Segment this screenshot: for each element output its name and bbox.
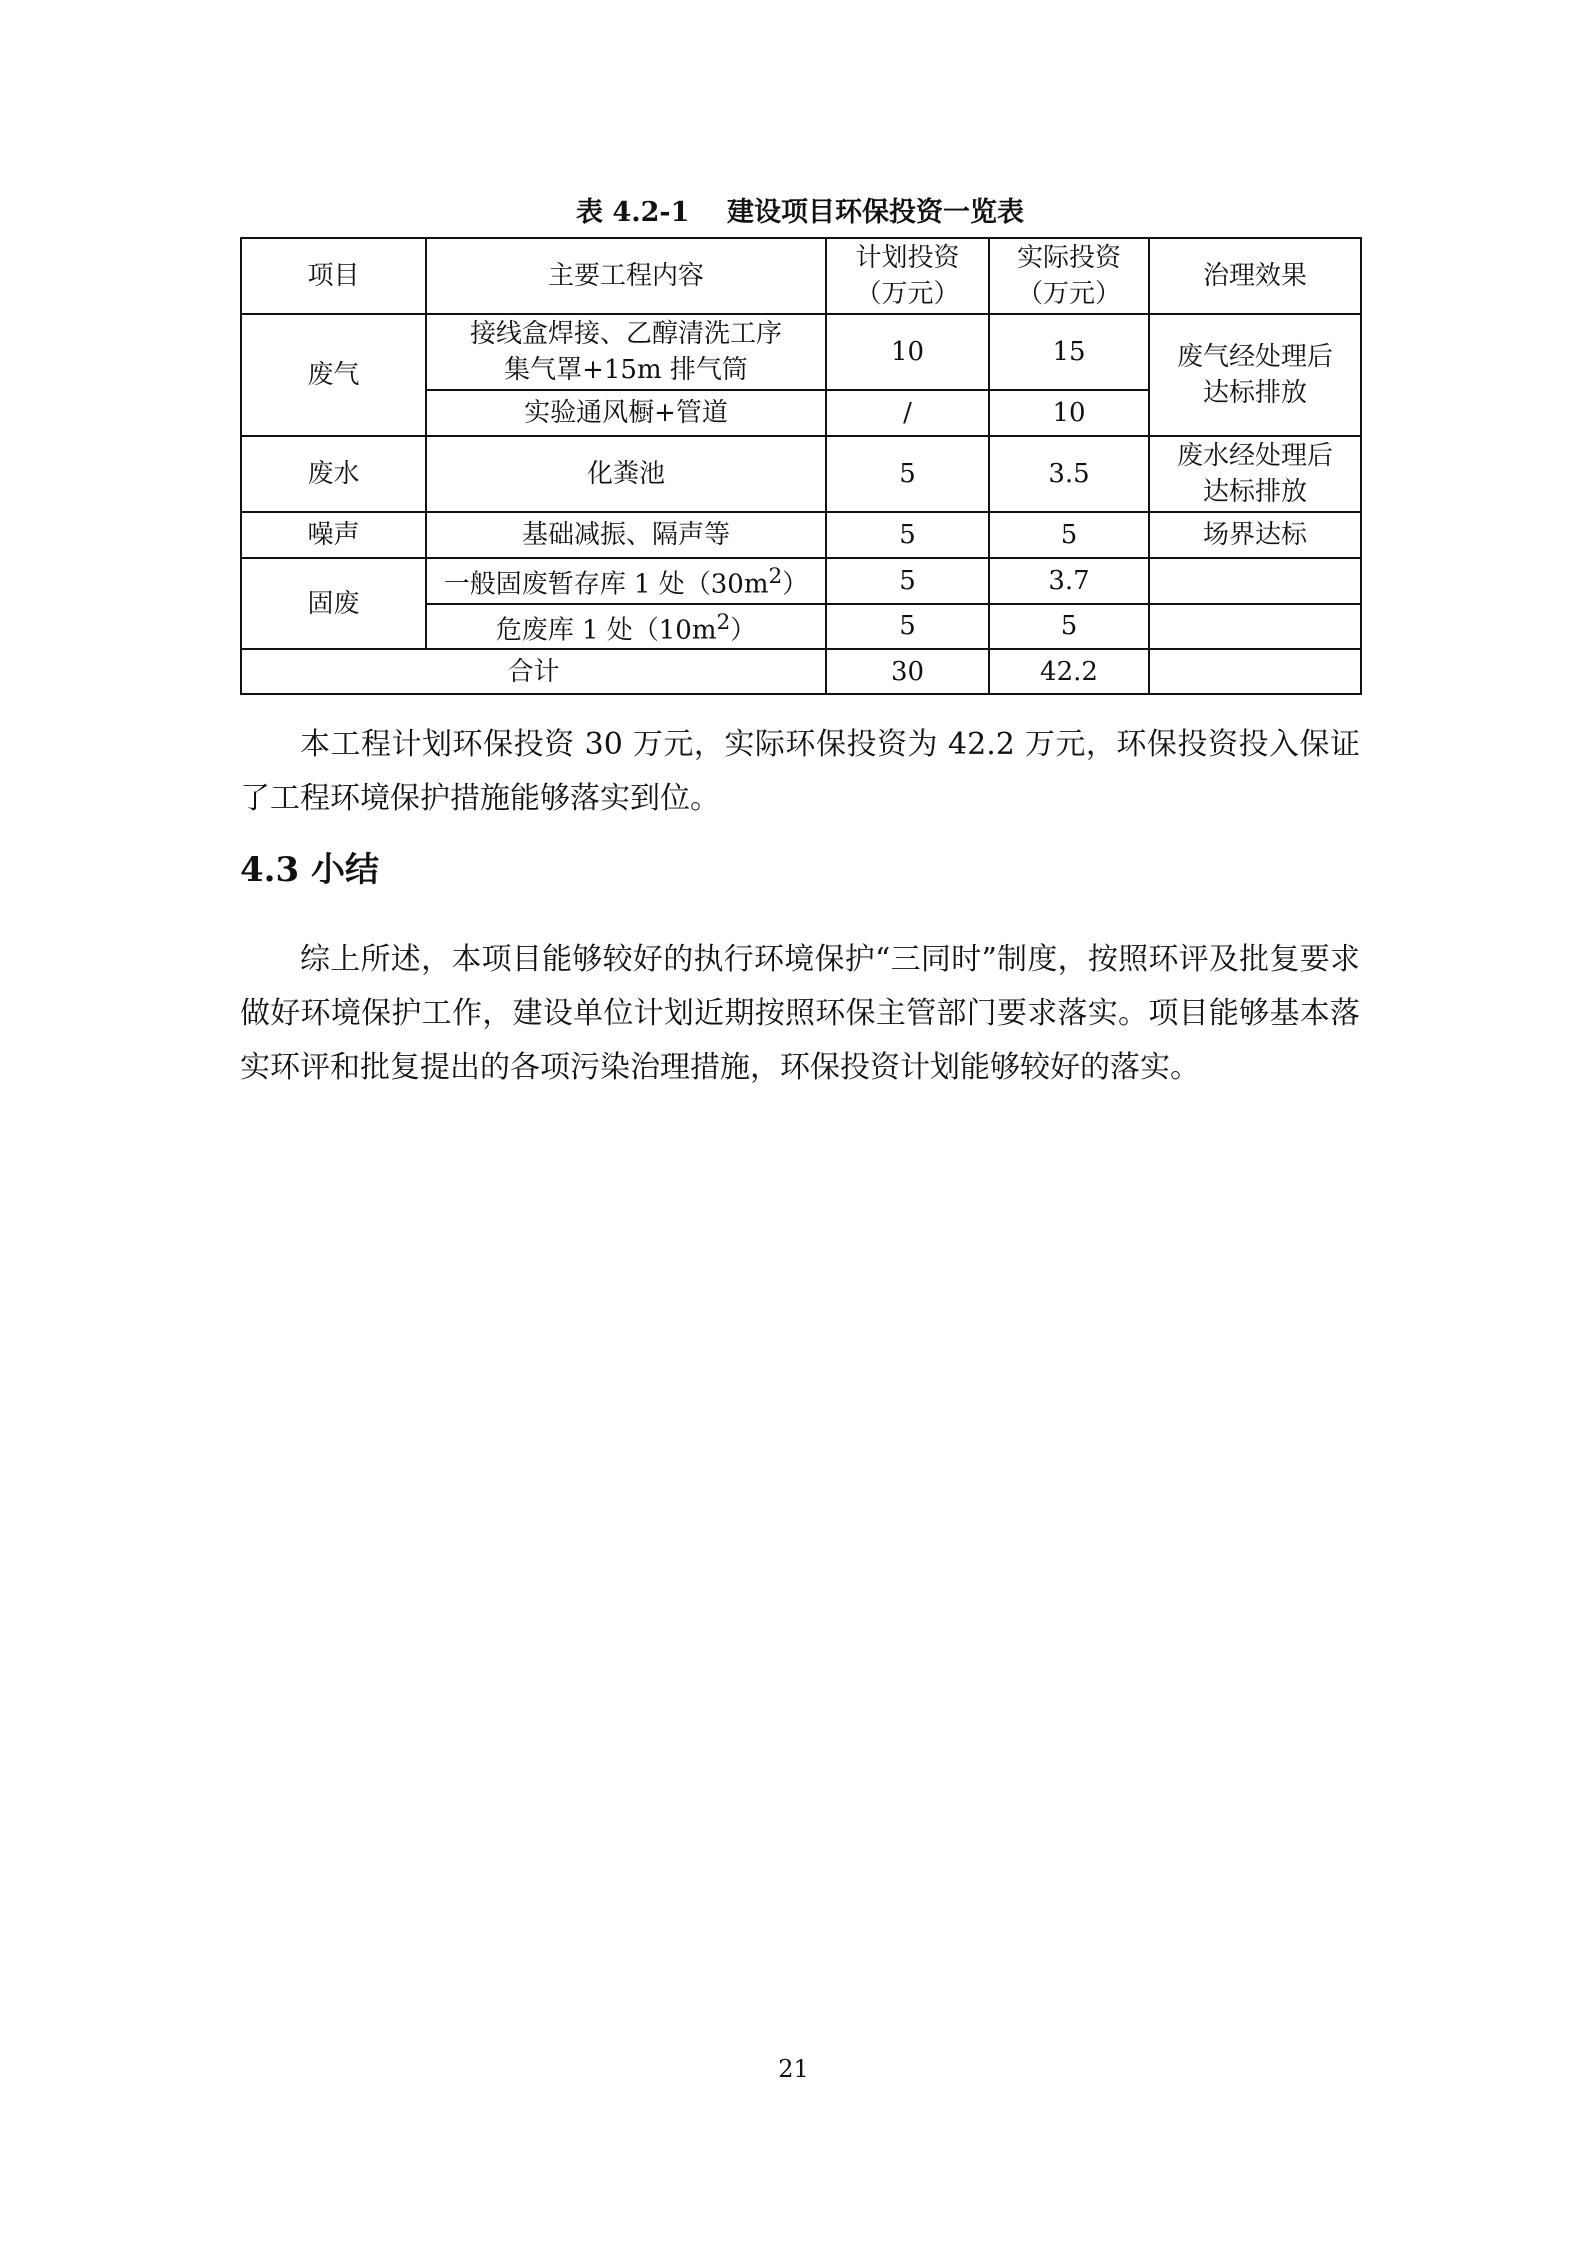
total-label: 合计	[241, 649, 826, 694]
page-number: 21	[778, 2055, 809, 2083]
actual-cell: 3.5	[989, 436, 1149, 512]
header-effect: 治理效果	[1149, 238, 1361, 314]
planned-cell: 5	[826, 436, 989, 512]
investment-summary-paragraph: 本工程计划环保投资 30 万元，实际环保投资为 42.2 万元，环保投资投入保证了工程环境保护措施能够落实到位。	[240, 727, 1360, 816]
superscript: 2	[768, 564, 783, 589]
category-waste-water: 废水	[241, 436, 426, 512]
content-cell	[426, 558, 826, 604]
table-row	[241, 314, 1361, 390]
content-text: 危废库 1 处（10m	[495, 615, 717, 646]
content-cell: 化粪池	[426, 436, 826, 512]
content-text: 一般固废暂存库 1 处（30m	[443, 569, 769, 600]
content-cell: 实验通风橱+管道	[426, 390, 826, 436]
planned-cell: 5	[826, 512, 989, 558]
header-item: 项目	[241, 238, 426, 314]
actual-cell: 15	[989, 314, 1149, 390]
header-actual: 实际投资 （万元）	[989, 238, 1149, 314]
header-planned: 计划投资 （万元）	[826, 238, 989, 314]
table-row	[241, 558, 1361, 604]
category-noise: 噪声	[241, 512, 426, 558]
section-heading: 4.3 小结	[240, 850, 379, 890]
category-waste-gas: 废气	[241, 314, 426, 436]
header-content: 主要工程内容	[426, 238, 826, 314]
actual-cell: 5	[989, 512, 1149, 558]
table-total-row	[241, 649, 1361, 694]
planned-cell: 5	[826, 604, 989, 650]
content-cell: 接线盒焊接、乙醇清洗工序 集气罩+15m 排气筒	[426, 314, 826, 390]
total-actual: 42.2	[989, 649, 1149, 694]
content-text-end: ）	[730, 615, 757, 646]
category-solid-waste: 固废	[241, 558, 426, 649]
actual-cell: 10	[989, 390, 1149, 436]
total-planned: 30	[826, 649, 989, 694]
table-header-row	[241, 238, 1361, 314]
effect-cell	[1149, 558, 1361, 604]
content-text-end: ）	[782, 569, 809, 600]
content-cell: 基础减振、隔声等	[426, 512, 826, 558]
planned-cell: 10	[826, 314, 989, 390]
effect-cell: 场界达标	[1149, 512, 1361, 558]
superscript: 2	[716, 609, 731, 635]
content-cell	[426, 604, 826, 650]
actual-cell: 5	[989, 604, 1149, 650]
effect-cell: 废气经处理后 达标排放	[1149, 314, 1361, 436]
planned-cell: 5	[826, 558, 989, 604]
investment-table	[240, 237, 1362, 695]
conclusion-paragraph: 综上所述，本项目能够较好的执行环境保护“三同时”制度，按照环评及批复要求做好环境保护工作，建设单位计划近期按照环保主管部门要求落实。项目能够基本落实环评和批复提出的各项污染治理措施，环保投资计划能够较好的落实。	[240, 942, 1360, 1085]
table-caption: 表 4.2-1 建设项目环保投资一览表	[576, 197, 1024, 228]
actual-cell: 3.7	[989, 558, 1149, 604]
effect-cell	[1149, 604, 1361, 650]
table-row	[241, 512, 1361, 558]
table-row	[241, 436, 1361, 512]
effect-cell: 废水经处理后 达标排放	[1149, 436, 1361, 512]
planned-cell: /	[826, 390, 989, 436]
total-effect	[1149, 649, 1361, 694]
